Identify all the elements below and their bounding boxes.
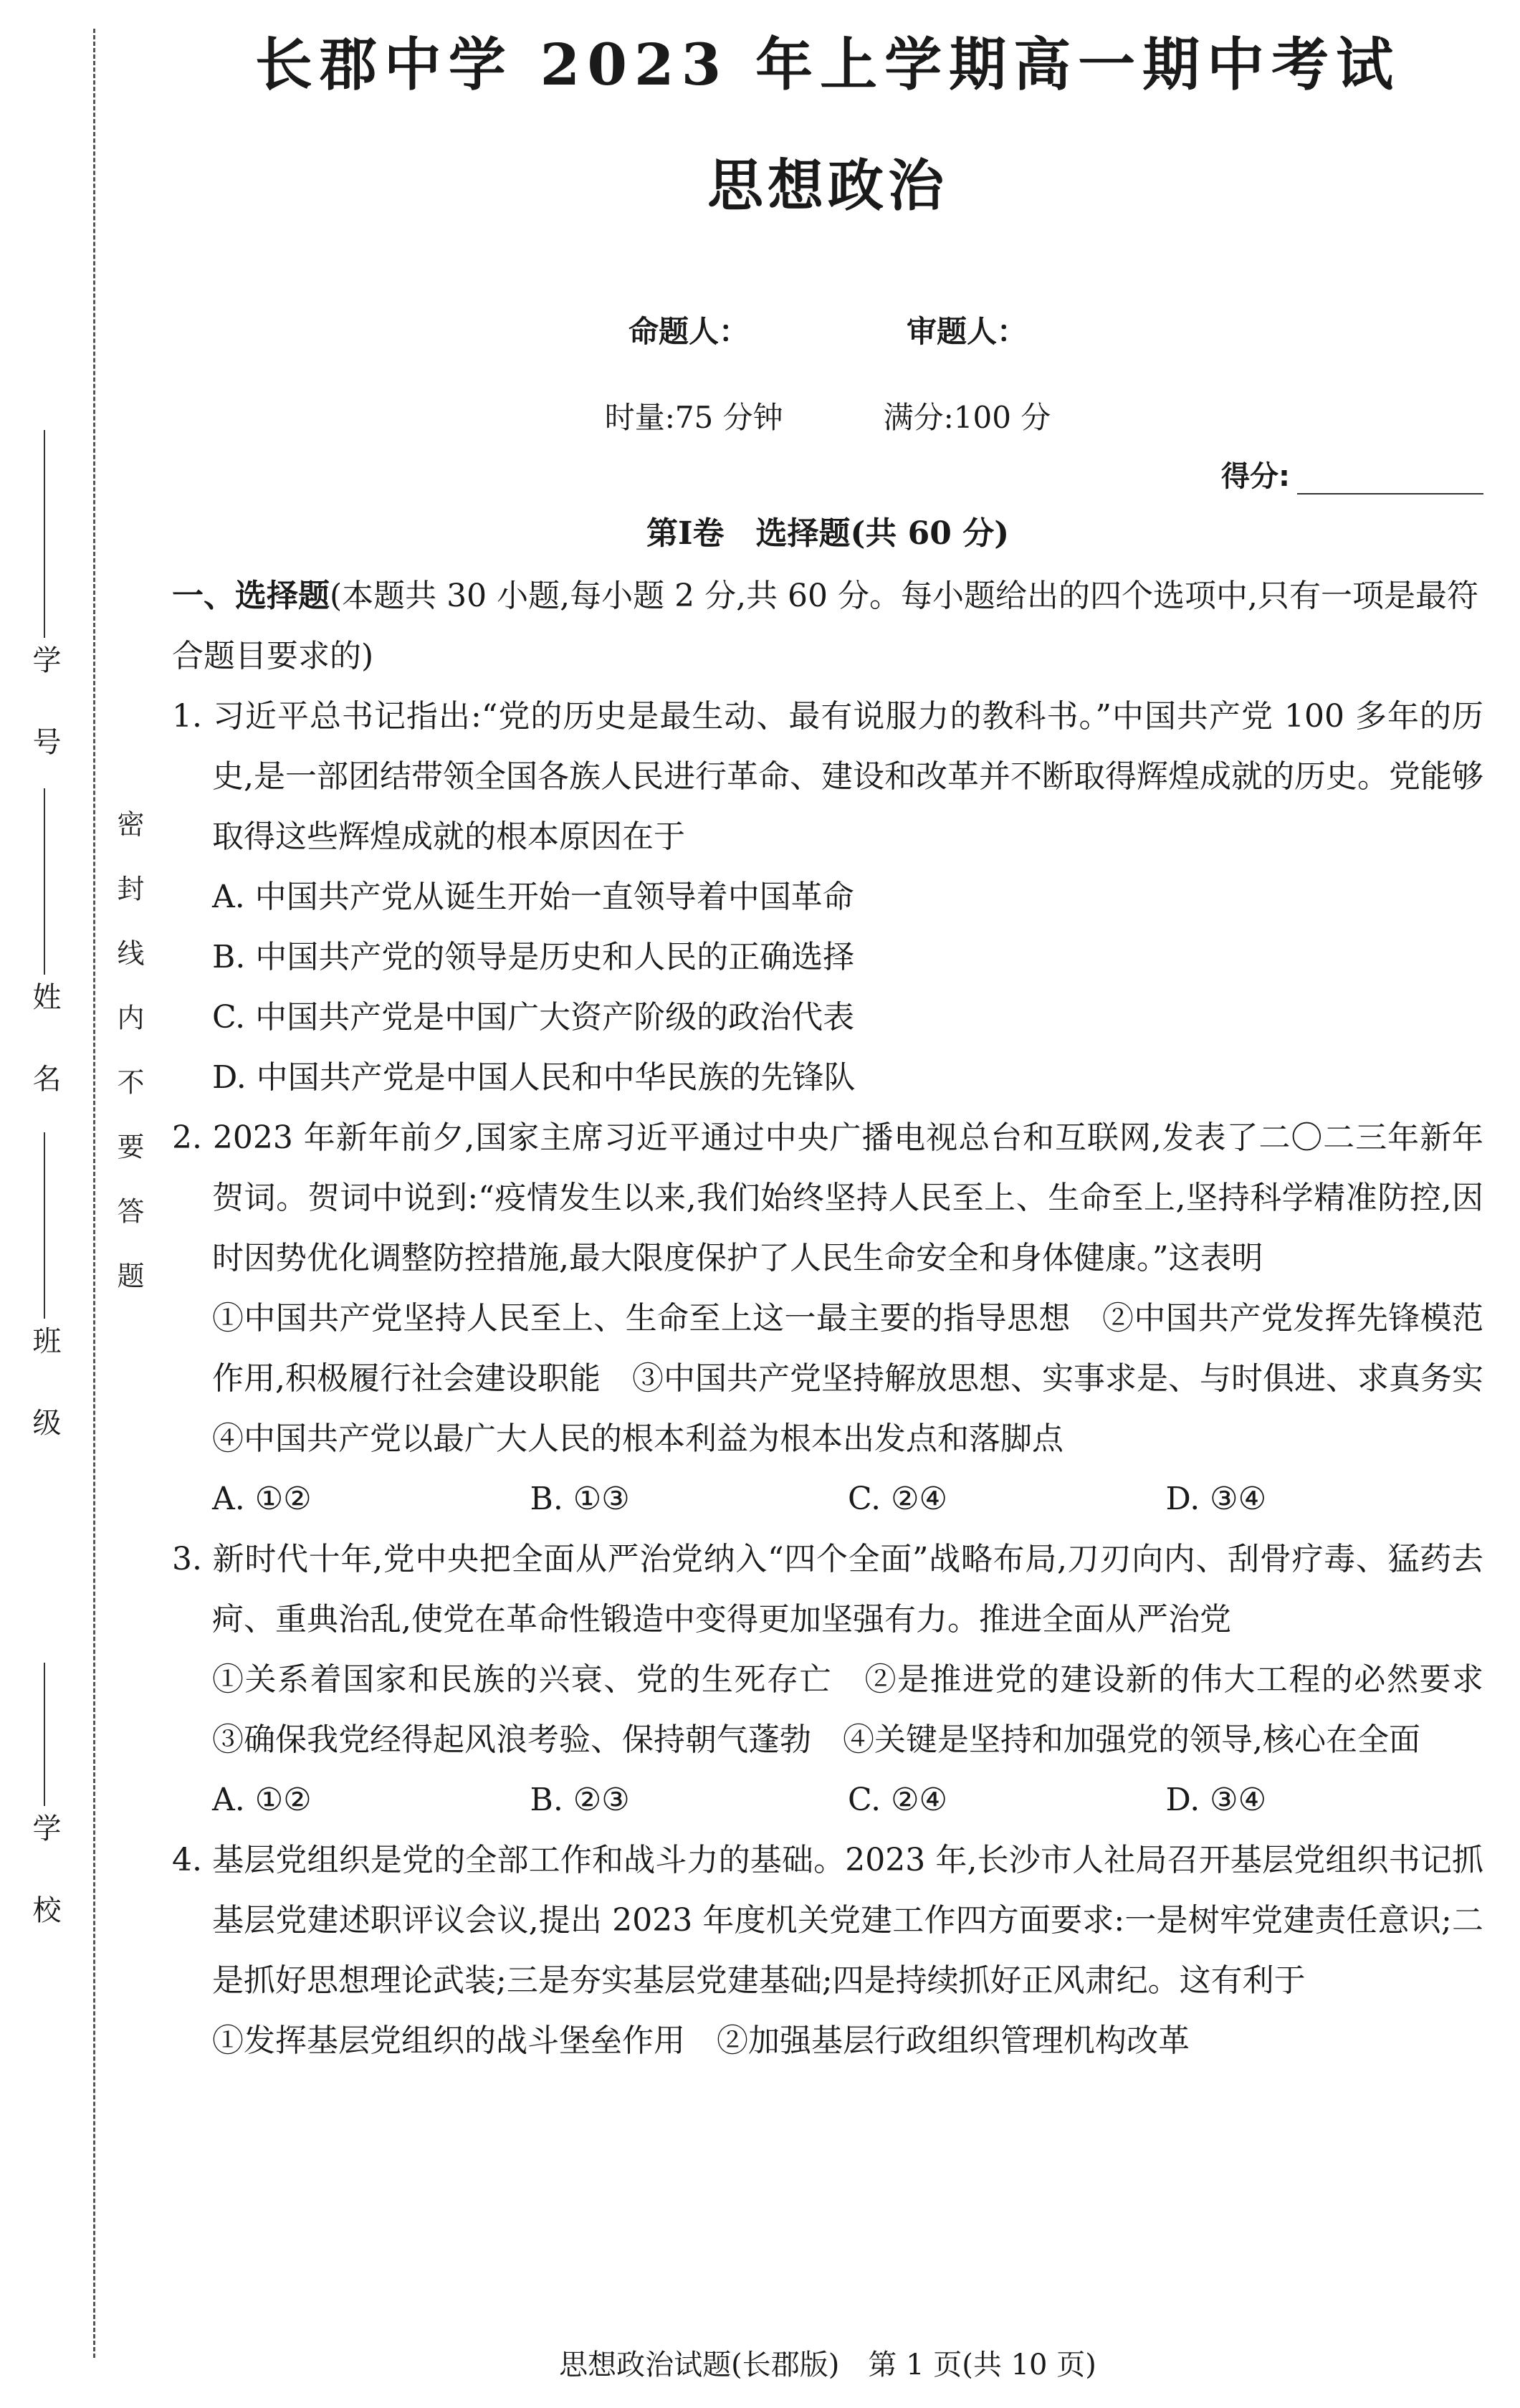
score-row [172,452,1483,494]
student-id-blank[interactable] [44,430,45,638]
option-a[interactable]: A. ①② [212,1481,312,1517]
seal-cut-line [93,29,95,2358]
section-heading [172,566,1483,687]
option-a[interactable]: A. 中国共产党从诞生开始一直领导着中国革命 [212,879,854,915]
page-footer: 思想政治试题(长郡版) 第 1 页(共 10 页) [559,2349,1096,2381]
student-id-label: 学 号 [28,645,61,765]
question-statements: ①发挥基层党组织的战斗堡垒作用 ②加强基层行政组织管理机构改革 [212,2022,1190,2059]
option-c[interactable]: C. ②④ [848,1782,947,1818]
question-3 [172,1529,1515,1830]
option-c[interactable]: C. 中国共产党是中国广大资产阶级的政治代表 [212,999,855,1036]
school-field[interactable] [21,1663,67,1934]
exam-title: 长郡中学 2023 年上学期高一期中考试 [254,31,1401,98]
question-stem: 2. 2023 年新年前夕,国家主席习近平通过中央广播电视总台和互联网,发表了二〇二三年新年贺词。贺词中说到:“疫情发生以来,我们始终坚持人民至上、生命至上,坚持科学精准防控,因时因势优化调整防控措施,最大限度保护了人民生命安全和身体健康。”这表明 [172,1119,1483,1276]
question-1 [172,687,1483,1108]
name-label: 姓 名 [28,982,61,1102]
author-row [172,308,1483,351]
class-field[interactable] [21,1132,67,1446]
option-d[interactable]: D. ③④ [1165,1782,1267,1818]
option-d[interactable]: D. 中国共产党是中国人民和中华民族的先锋队 [212,1059,856,1096]
seal-warning-text: 密封线内不要答题 [113,810,144,1326]
option-c[interactable]: C. ②④ [848,1481,947,1517]
student-id-field[interactable] [21,430,67,765]
section-instructions: (本题共 30 小题,每小题 2 分,共 60 分。每小题给出的四个选项中,只有一项是最符合题目要求的) [172,578,1479,674]
question-stem: 3. 新时代十年,党中央把全面从严治党纳入“四个全面”战略布局,刀刃向内、刮骨疗毒、猛药去疴、重典治乱,使党在革命性锻造中变得更加坚强有力。推进全面从严治党 [172,1541,1483,1638]
question-stem: 1. 习近平总书记指出:“党的历史是最生动、最有说服力的教科书。”中国共产党 100 多年的历史,是一部团结带领全国各族人民进行革命、建设和改革并不断取得辉煌成就的历史。党能够取得这些辉煌成就的根本原因在于 [172,698,1483,855]
option-row [172,1770,1483,1830]
score-blank[interactable] [1297,462,1483,494]
reviewer-label: 审题人： [907,314,1028,349]
option-a[interactable]: A. ①② [212,1782,312,1818]
school-label: 学 校 [28,1813,61,1934]
name-field[interactable] [21,788,67,1102]
question-2 [172,1108,1515,1529]
time-limit: 时量:75 分钟 [604,400,783,435]
option-row [172,1469,1483,1529]
question-4 [172,1830,1483,2071]
school-blank[interactable] [44,1663,45,1806]
option-d[interactable]: D. ③④ [1165,1481,1267,1517]
binding-margin [0,0,143,2408]
author-label: 命题人： [628,314,749,349]
class-label: 班 级 [28,1326,61,1446]
section-label: 一、选择题 [172,578,330,614]
subject-title: 思想政治 [707,154,948,219]
question-stem: 4. 基层党组织是党的全部工作和战斗力的基础。2023 年,长沙市人社局召开基层党组织书记抓基层党建述职评议会议,提出 2023 年度机关党建工作四方面要求:一是树牢党建责任意识;二是抓好思想理论武装;三是夯实基层党建基础;四是持续抓好正风肃纪。这有利于 [172,1842,1483,1999]
name-blank[interactable] [44,788,45,975]
question-statements: ①关系着国家和民族的兴衰、党的生死存亡 ②是推进党的建设新的伟大工程的必然要求 ③确保我党经得起风浪考验、保持朝气蓬勃 ④关键是坚持和加强党的领导,核心在全面 [212,1661,1515,1758]
option-b[interactable]: B. ①③ [530,1481,630,1517]
exam-page [172,22,1515,2071]
question-statements: ①中国共产党坚持人民至上、生命至上这一最主要的指导思想 ②中国共产党发挥先锋模范作用,积极履行社会建设职能 ③中国共产党坚持解放思想、实事求是、与时俱进、求真务实 ④中国共产党以最广大人民的根本利益为根本出发点和落脚点 [212,1300,1515,1457]
volume-title: 第Ⅰ卷 选择题(共 60 分) [646,515,1010,552]
score-label: 得分: [1221,460,1290,493]
timing-row [172,394,1483,437]
full-score: 满分:100 分 [883,400,1051,435]
class-blank[interactable] [44,1132,45,1319]
option-b[interactable]: B. 中国共产党的领导是历史和人民的正确选择 [212,939,855,975]
option-b[interactable]: B. ②③ [530,1782,630,1818]
